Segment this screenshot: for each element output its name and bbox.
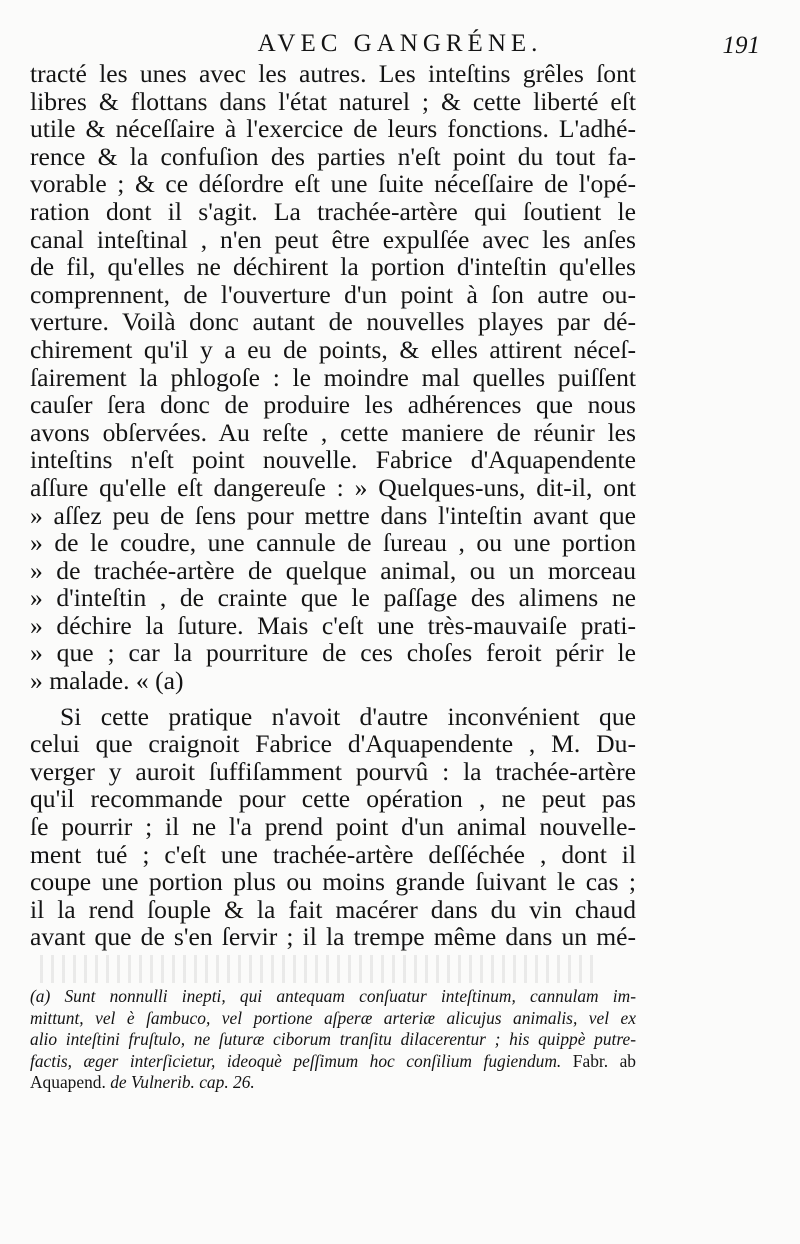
running-title: AVEC GANGRÉNE. bbox=[257, 30, 543, 57]
footnote-citation-ref: de Vulnerib. cap. 26. bbox=[110, 1072, 255, 1093]
quote-line: » de trachée-artère de quelque animal, ou un morceau bbox=[30, 555, 636, 585]
text-line: rence & la confuſion des parties n'eſt point du tout fa- bbox=[30, 141, 636, 171]
show-through-smudge bbox=[40, 955, 600, 983]
quote-line: » aſſez peu de ſens pour mettre dans l'inteſtin avant que bbox=[30, 500, 636, 530]
text-line: vorable ; & ce déſordre eſt une ſuite néceſſaire de l'opé- bbox=[30, 169, 636, 199]
quote-line: » que ; car la pourriture de ces choſes feroit périr le bbox=[30, 638, 636, 668]
paragraph-line: il la rend ſouple & la fait macérer dans du vin chaud bbox=[30, 894, 636, 924]
text-line: ſairement la phlogoſe : le moindre mal quelles puiſſent bbox=[30, 362, 636, 392]
text-line: chirement qu'il y a eu de points, & elles attirent néceſ- bbox=[30, 334, 636, 364]
text-line: cauſer ſera donc de produire les adhérences que nous bbox=[30, 390, 636, 420]
footnote-citation: Aquapend. bbox=[30, 1072, 106, 1093]
footnote-citation: Fabr. ab bbox=[572, 1050, 636, 1071]
text-line: verture. Voilà donc autant de nouvelles playes par dé- bbox=[30, 307, 636, 337]
text-line: utile & néceſſaire à l'exercice de leurs fonctions. L'adhé- bbox=[30, 114, 636, 144]
text-line: tracté les unes avec les autres. Les inteſtins grêles ſont bbox=[30, 59, 636, 88]
paragraph-line: celui que craignoit Fabrice d'Aquapendente , M. Du- bbox=[30, 729, 636, 759]
footnote-line-text: factis, æger interſicietur, ideoquè peſſimum hoc conſilium fugiendum. bbox=[30, 1050, 562, 1071]
footnote-line: alio inteſtini fruſtulo, ne ſuturæ ciborum tranſitu dilacerentur ; his quippè putre- bbox=[30, 1029, 636, 1050]
paragraph-line: ſe pourrir ; il ne l'a prend point d'un animal nouvelle- bbox=[30, 812, 636, 842]
paragraph-line: coupe une portion plus ou moins grande ſuivant le cas ; bbox=[30, 867, 636, 897]
text-line: avons obſervées. Au reſte , cette maniere de réunir les bbox=[30, 417, 636, 447]
page-number: 191 bbox=[722, 32, 760, 59]
paragraph-line: ment tué ; c'eſt une trachée-artère deſſéchée , dont il bbox=[30, 839, 636, 869]
text-line: inteſtins n'eſt point nouvelle. Fabrice d'Aquapendente bbox=[30, 445, 636, 475]
quote-line: » d'inteſtin , de crainte que le paſſage des alimens ne bbox=[30, 583, 636, 613]
paragraph-line: avant que de s'en ſervir ; il la trempe même dans un mé- bbox=[30, 922, 636, 952]
text-line: comprennent, de l'ouverture d'un point à ſon autre ou- bbox=[30, 279, 636, 309]
quote-line: » déchire la ſuture. Mais c'eſt une très-mauvaiſe prati- bbox=[30, 610, 636, 640]
footnote-line bbox=[30, 1051, 636, 1073]
quote-line: » de le coudre, une cannule de ſureau , ou une portion bbox=[30, 528, 636, 558]
footnote-line: mittunt, vel è ſambuco, vel portione aſperæ arteriæ alicujus animalis, vel ex bbox=[30, 1007, 636, 1028]
footnote-line: (a) Sunt nonnulli inepti, qui antequam conſuatur inteſtinum, cannulam im- bbox=[30, 986, 636, 1006]
quote-line: » malade. « (a) bbox=[30, 666, 184, 696]
paragraph-line: verger y auroit ſuffiſamment pourvû : la trachée-artère bbox=[30, 756, 636, 786]
text-line: ration dont il s'agit. La trachée-artère qui ſoutient le bbox=[30, 196, 636, 226]
footnote bbox=[30, 986, 636, 1094]
paragraph-line: Si cette pratique n'avoit d'autre inconvénient que bbox=[60, 701, 636, 731]
text-line: canal inteſtinal , n'en peut être expulſée avec les anſes bbox=[30, 224, 636, 254]
body-text bbox=[30, 60, 636, 951]
footnote-line bbox=[30, 1072, 636, 1094]
paragraph-line: qu'il recommande pour cette opération , ne peut pas bbox=[30, 784, 636, 814]
text-line: libres & flottans dans l'état naturel ; & cette liberté eſt bbox=[30, 86, 636, 116]
text-line: de fil, qu'elles ne déchirent la portion d'inteſtin qu'elles bbox=[30, 252, 636, 282]
text-line: aſſure qu'elle eſt dangereuſe : » Quelques-uns, dit-il, ont bbox=[30, 472, 636, 502]
